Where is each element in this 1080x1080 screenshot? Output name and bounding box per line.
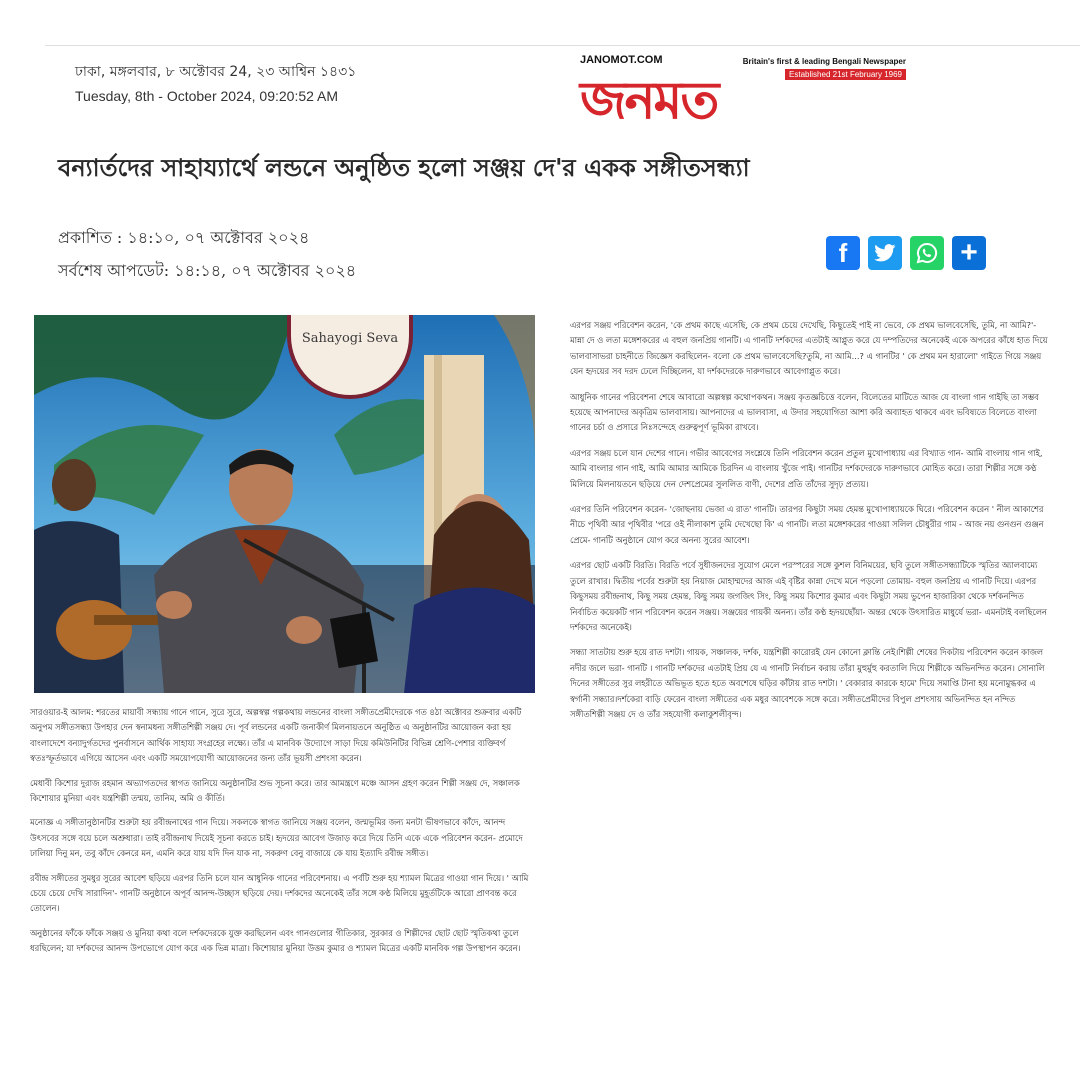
logo-tagline: Britain's first & leading Bengali Newspaper	[742, 57, 906, 66]
facebook-share-button[interactable]	[826, 236, 860, 270]
body-paragraph: রবীন্দ্র সঙ্গীতের সুমধুর সুরের আবেশ ছড়িয়ে এরপর তিনি চলে যান আধুনিক গানের পরিবেশনায়। এ পর্বটি শুরু হয় শ্যামল মিত্রের গাওয়া গান দিয়ে। ' আমি চেয়ে চেয়ে দেখি সারাদিন'- গানটি অনুষ্ঠানে অপূর্ব আনন্দ-উচ্ছাস ছড়িয়ে দেয়। দর্শকদের অনেকেই তাঁর সঙ্গে কণ্ঠ মিলিয়ে মুহূর্তটিকে আরো প্রাণবন্ত করে তোলেন।	[30, 872, 529, 914]
body-paragraph: মেধাবী কিশোর দুরাজ রহমান অভ্যাগতদের স্বাগত জানিয়ে অনুষ্ঠানটির শুভ সূচনা করে। তার আমন্ত্রণে মঞ্চে আসন গ্রহণ করেন শিল্পী সঞ্জয় দে, সঞ্চালক কিশোয়ার মুনিয়া এবং যন্ত্রশিল্পী তন্ময়, তানিম, অমি ও কীর্তি।	[30, 777, 520, 804]
body-paragraph: এরপর তিনি পরিবেশন করেন- 'জোছনায় ভেজা এ রাত' গানটি। তারপর কিছুটা সময় হেমন্ত মুখোপাধ্যায়কে ঘিরে। পরিবেশন করেন ' নীল আকাশের নীচে পৃথিবী আর পৃথিবীর 'পরে ওই নীলাকাশ তুমি দেখেছো কি' এ গানটি। লতা মঙ্গেশকরের গাওয়া সলিল চৌধুরীর গাম - আজ নয় গুনগুন গুঞ্জন প্রেমে- গানটি অনুষ্ঠানে যোগ করে অনন্য সুরের আবেশ।	[570, 504, 1044, 545]
article-body-left	[30, 705, 535, 966]
logo-site-name: JANOMOT.COM	[580, 54, 663, 66]
body-paragraph: এরপর সঞ্জয় পরিবেশন করেন, 'কে প্রথম কাছে এসেছি, কে প্রথম চেয়ে দেখেছি, কিছুতেই পাই না ভেবে, কে প্রথম ভালবেসেছি, তুমি, না আমি?'- মান্না দে ও লতা মঙ্গেশকরের এ বহুল জনপ্রিয় গানটি। এ গানটি দর্শকদের এতটাই আপ্লুত করে যে দম্পতিদের অনেকেই একে অপরের কাঁধে হাত দিয়ে ভালবাসাভরা চাহনীতে জিজ্ঞেস করছিলেন- বলো কে প্রথম ভালবেসেছি?তুমি, না আমি...? এ গানটির ' কে প্রথম মন হারালো' গাইতে গিয়ে সঞ্জয় যেন হৃদয়ের সব দরদ ঢেলে দিচ্ছিলেন, যা দর্শকদেরকে দারুণভাবে আবেগাপ্লুত করে।	[570, 320, 1048, 377]
facebook-icon: f	[838, 237, 848, 268]
date-bangla: ঢাকা, মঙ্গলবার, ৮ অক্টোবর 24, ২৩ আশ্বিন ১৪৩১	[75, 64, 357, 80]
concert-stage-illustration	[34, 315, 535, 693]
body-paragraph: মনোজ্ঞ এ সঙ্গীতানুষ্ঠানটির শুরুটা হয় রবীন্দ্রনাথের গান দিয়ে। সকলকে স্বাগত জানিয়ে সঞ্জয় বলেন, জন্মভূমির জন্য মনটা ভীষণভাবে কাঁদে, আনন্দ উৎসবের সঙ্গে বয়ে চলে অশ্রুধারা। তাই রবীন্দ্রনাথ দিয়েই সূচনা করতে চাই। হৃদয়ের আবেগ উজাড় করে দিয়ে তিনি একে একে পরিবেশন করেন- প্রমোদে ঢালিয়া দিনু মন, তবু কাঁদে কেনরে মন, এমনি করে যায় যদি দিন যাক না, সকরুণ বেনু বাজায়ে কে যায় ইত্যাদি রবীন্দ্র সঙ্গীত।	[30, 817, 523, 859]
whatsapp-share-button[interactable]	[910, 236, 944, 270]
share-plus-icon: +	[960, 236, 978, 269]
article-headline: বন্যার্তদের সাহায্যার্থে লন্ডনে অনুষ্ঠিত হলো সঞ্জয় দে'র একক সঙ্গীতসন্ধ্যা	[58, 153, 750, 182]
updated-time: সর্বশেষ আপডেট: ১৪:১৪, ০৭ অক্টোবর ২০২৪	[58, 261, 357, 280]
more-share-button[interactable]	[952, 236, 986, 270]
whatsapp-icon	[915, 241, 939, 265]
body-paragraph: এরপর সঞ্জয় চলে যান দেশের গানে। গভীর আবেগের সংশ্লেষে তিনি পরিবেশন করেন প্রতুল মুখোপাধ্যায় এর বিখ্যাত গান- আমি বাংলায় গান গাই, আমি বাংলার গান গাই, আমি আমার আমিকে চিরদিন এ বাংলায় খুঁজে পাই। গানটির দর্শকদেরকে দারুণভাবে মোহিত করে। তারা শিল্পীর সঙ্গে কণ্ঠ মিলিয়ে মিলনায়তনে ছড়িয়ে দেন দেশপ্রেমের সুললিত বাণী, দেশের প্রতি তাঁদের সুদৃঢ় প্রত্যয়।	[570, 447, 1043, 489]
janomot-logo[interactable]	[580, 54, 910, 138]
body-paragraph: সন্ধ্যা সাতটায় শুরু হয়ে রাত দশটা। গায়ক, সঞ্চালক, দর্শক, যন্ত্রশিল্পী কারোরই যেন কোনো ক্লান্তি নেই।শিল্পী শেষের দিকটায় পরিবেশন করেন কাজল নদীর জলে ভরা- গানটি । গানটি দর্শকদের এতটাই প্রিয় যে এ গানটি নির্বাচন করায় তাঁরা মুহুর্মুহু করতালি দিয়ে শিল্পীকে অভিনন্দিত করেন। সোনালি দিনের সঙ্গীতের সুর লহরীতে অভিভূত হতে হতে অবশেষে ঘড়ির কাঁটায় রাত দশটা। ' বেকারার কারকে হামে' দিয়ে সমাপ্তি টানা হয় মনোমুগ্ধকর এ স্বর্গানী সন্ধ্যার।দর্শকেরা বাড়ি ফেরেন বাংলা সঙ্গীতের এক মধুর আবেশকে সঙ্গে করে। সঙ্গীতপ্রেমীদের বিপুল প্রশংসায় অভিনন্দিত হন নন্দিত সঙ্গীতশিল্পী সঞ্জয় দে ও তাঁর সহযোগী কলাকুশলীবৃন্দ।	[570, 647, 1045, 719]
logo-established: Established 21st February 1969	[785, 69, 906, 80]
body-paragraph: এরপর ছোট একটি বিরতি। বিরতি পর্বে সুধীজনদের সুযোগ মেলে পরস্পরের সঙ্গে কুশল বিনিময়ের, ছবি তুলে সঙ্গীতসন্ধ্যাটিকে স্মৃতির অ্যালবাম্যে তুলে রাখার। দ্বিতীয় পর্বের শুরুটা হয় নিয়াজ মোহাম্মদের আজ এই বৃষ্টির কান্না দেখে মনে পড়লো তোমায়- বহুল জনপ্রিয় এ গানটি দিয়ে। এরপর কিছুসময় রবীন্দ্রনাথ, কিছু সময় হেমন্ত, কিছু সময় জগজিৎ সিং, কিছু সময় কিশোর কুমার এবং কিছুটা সময় ভুপেন হাজারিকা থেকে দর্শকনন্দিত নির্বাচিত কয়েকটি গান পরিবেশন করেন সঞ্জয়। সঞ্জয়ের গায়কী অনন্য। তাঁর কণ্ঠ হৃদয়ছোঁয়া- অন্তর থেকে উৎসারিত মাধুর্যে ভরা- এমনটাই বলছিলেন দর্শকদের অনেকেই।	[570, 560, 1047, 632]
body-paragraph: অনুষ্ঠানের ফাঁকে ফাঁকে সঞ্জয় ও মুনিয়া কথা বলে দর্শকদেরকে যুক্ত করছিলেন এবং গানগুলোর গীতিকার, সুরকার ও শিল্পীদের ছোট ছোট স্মৃতিকথা তুলে ধরছিলেন; যা দর্শকদের আনন্দ উপভোগে যোগ করে এক ভিন্ন মাত্রা। কিশোয়ার মুনিয়া উত্তম কুমার ও শ্যামল মিত্রের একটি মানবিক গল্প উপস্থাপন করেন।	[30, 927, 521, 954]
logo-wordmark: জনমত	[580, 71, 718, 131]
article-photo	[34, 315, 535, 693]
twitter-icon	[874, 244, 896, 262]
top-divider	[45, 45, 1080, 46]
banner-sign-text: Sahayogi Seva	[301, 331, 399, 346]
body-paragraph: সারওয়ার-ই আলম: শরতের মায়াবী সন্ধ্যায় গানে গানে, সুরে সুরে, অল্পস্বল্প গল্পকথায় লন্ডনের বাংলা সঙ্গীতপ্রেমীদেরকে গত ৪ঠা অক্টোবর শুক্রবার একটি অনুপম সঙ্গীতসন্ধ্যা উপহার দেন স্বনামধন্য সঙ্গীতশিল্পী সঞ্জয় দে। পূর্ব লন্ডনের একটি জনাকীর্ণ মিলনায়তনে অনুষ্ঠিত এ অনুষ্ঠানটির আয়োজন করা হয় বাংলাদেশে বন্যাদুর্গতদের পুনর্বাসনে আর্থিক সাহায্য সংগ্রহের লক্ষ্যে। তাঁর এ মানবিক উদ্যোগে সাড়া দিয়ে কমিউনিটির বিভিন্ন শ্রেণি-পেশার ব্যক্তিবর্গ স্বতঃস্ফূর্তভাবে এগিয়ে আসেন এবং একটি সময়োপযোগী আয়োজনের জন্য তাঁর ভূয়সী প্রশংসা করেন।	[30, 707, 522, 764]
body-paragraph: আধুনিক গানের পরিবেশনা শেষে আবারো অল্পস্বল্প কথোপকথন। সঞ্জয় কৃতজ্ঞচিত্তে বলেন, বিলেতের মাটিতে আজ যে বাংলা গান গাইছি তা সম্ভব হয়েছে আপনাদের অকৃত্রিম ভালবাসায়। আপনাদের এ ভালবাসা, এ উদার সহযোগিতা আশা করি অব্যাহত থাকবে এবং ভবিষ্যতে বিলেতে বাংলা গানের চর্চা ও প্রসারে নিঃসন্দেহে গুরুত্বপূর্ণ ভূমিকা রাখবে।	[570, 391, 1039, 433]
date-english: Tuesday, 8th - October 2024, 09:20:52 AM	[75, 88, 339, 104]
published-time: প্রকাশিত : ১৪:১০, ০৭ অক্টোবর ২০২৪	[58, 228, 310, 247]
twitter-share-button[interactable]	[868, 236, 902, 270]
article-body-right	[570, 318, 1048, 732]
